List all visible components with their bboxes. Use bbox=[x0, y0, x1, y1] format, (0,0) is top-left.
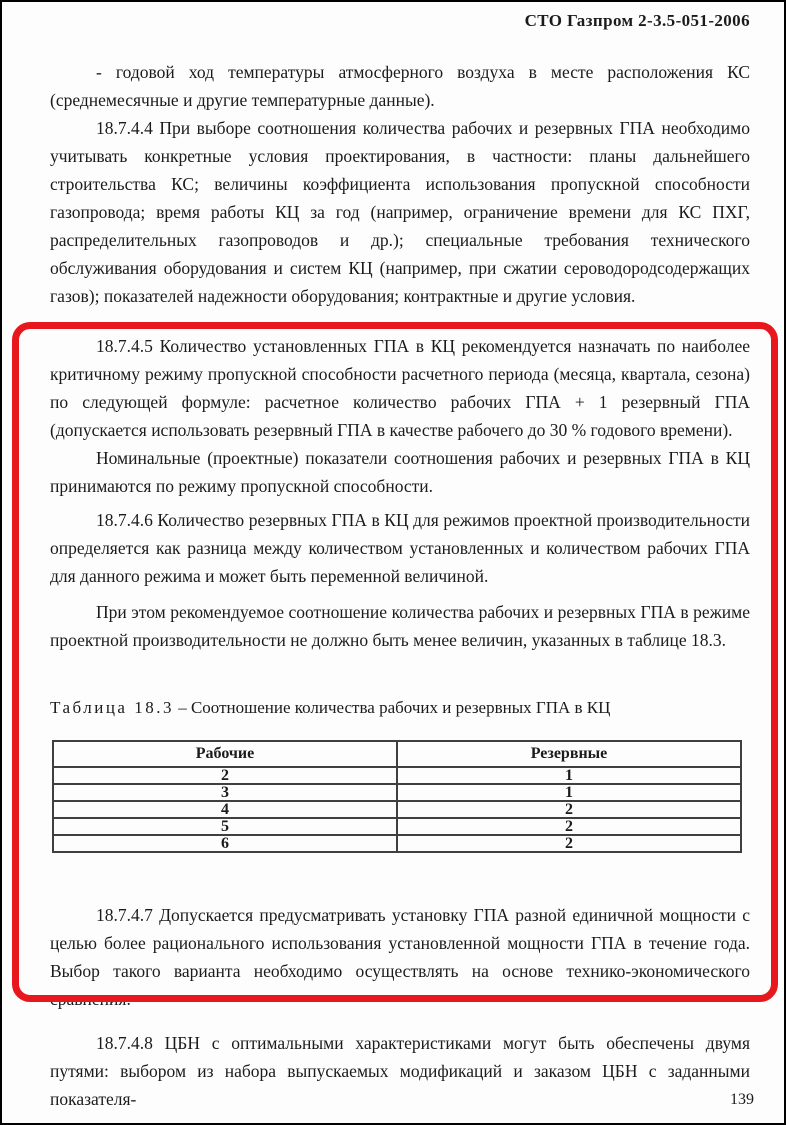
table-header-working: Рабочие bbox=[53, 741, 397, 767]
table-cell-reserve: 2 bbox=[397, 835, 741, 852]
table-cell-working: 6 bbox=[53, 835, 397, 852]
table-cell-reserve: 1 bbox=[397, 784, 741, 801]
paragraph-list-item-temperature: - годовой ход температуры атмосферного воздуха в месте расположения КС (среднемесячные и другие температурные данные). bbox=[50, 62, 750, 110]
table-row bbox=[53, 818, 741, 835]
table-row bbox=[53, 835, 741, 852]
gpa-ratio-table bbox=[52, 740, 742, 853]
table-caption-dash: – bbox=[178, 698, 187, 717]
table-header-row bbox=[53, 741, 741, 767]
page-number: 139 bbox=[730, 1091, 754, 1108]
paragraph-18-7-4-7: 18.7.4.7 Допускается предусматривать установку ГПА разной единичной мощности с целью более рационального использования установленной мощности ГПА в течение года. Выбор такого варианта необходимо осуществлять на основе технико-экономического сравнения. bbox=[50, 905, 750, 1009]
table-cell-reserve: 2 bbox=[397, 801, 741, 818]
table-cell-working: 4 bbox=[53, 801, 397, 818]
table-row bbox=[53, 784, 741, 801]
paragraph-recommended-ratio: При этом рекомендуемое соотношение количества рабочих и резервных ГПА в режиме проектной производительности не должно быть менее величин, указанных в таблице 18.3. bbox=[50, 602, 750, 650]
paragraph-18-7-4-5: 18.7.4.5 Количество установленных ГПА в КЦ рекомендуется назначать по наиболее критичному режиму пропускной способности расчетного периода (месяца, квартала, сезона) по следующей формуле: расчетное количество рабочих ГПА + 1 резервный ГПА (допускается использовать резервный ГПА в качестве рабочего до 30 % годового времени). bbox=[50, 336, 750, 440]
table-cell-working: 2 bbox=[53, 767, 397, 784]
table-cell-reserve: 1 bbox=[397, 767, 741, 784]
table-header-reserve: Резервные bbox=[397, 741, 741, 767]
page-header-standard-number: СТО Газпром 2-3.5-051-2006 bbox=[524, 11, 750, 30]
document-content bbox=[2, 2, 784, 1123]
table-cell-reserve: 2 bbox=[397, 818, 741, 835]
table-caption bbox=[50, 694, 750, 722]
paragraph-18-7-4-6: 18.7.4.6 Количество резервных ГПА в КЦ для режимов проектной производительности определяется как разница между количеством установленных и количеством рабочих ГПА для данного режима и может быть переменной величиной. bbox=[50, 510, 750, 586]
paragraph-nominal-indicators: Номинальные (проектные) показатели соотношения рабочих и резервных ГПА в КЦ принимаются по режиму пропускной способности. bbox=[50, 448, 750, 496]
paragraph-18-7-4-4: 18.7.4.4 При выборе соотношения количества рабочих и резервных ГПА необходимо учитывать конкретные условия проектирования, в частности: планы дальнейшего строительства КС; величины коэффициента использования пропускной способности газопровода; время работы КЦ за год (например, ограничение времени для КС ПХГ, распределительных газопроводов и др.); специальные требования технического обслуживания оборудования и систем КЦ (например, при сжатии сероводородсодержащих газов); показателей надежности оборудования; контрактные и другие условия. bbox=[50, 118, 750, 306]
table-row bbox=[53, 801, 741, 818]
table-row bbox=[53, 767, 741, 784]
table-caption-title: Соотношение количества рабочих и резервных ГПА в КЦ bbox=[190, 698, 611, 717]
table-cell-working: 3 bbox=[53, 784, 397, 801]
table-cell-working: 5 bbox=[53, 818, 397, 835]
paragraph-18-7-4-8: 18.7.4.8 ЦБН с оптимальными характеристиками могут быть обеспечены двумя путями: выбором из набора выпускаемых модификаций и заказом ЦБН с заданными показателя- bbox=[50, 1033, 750, 1109]
table-caption-number: Таблица 18.3 bbox=[50, 698, 174, 717]
